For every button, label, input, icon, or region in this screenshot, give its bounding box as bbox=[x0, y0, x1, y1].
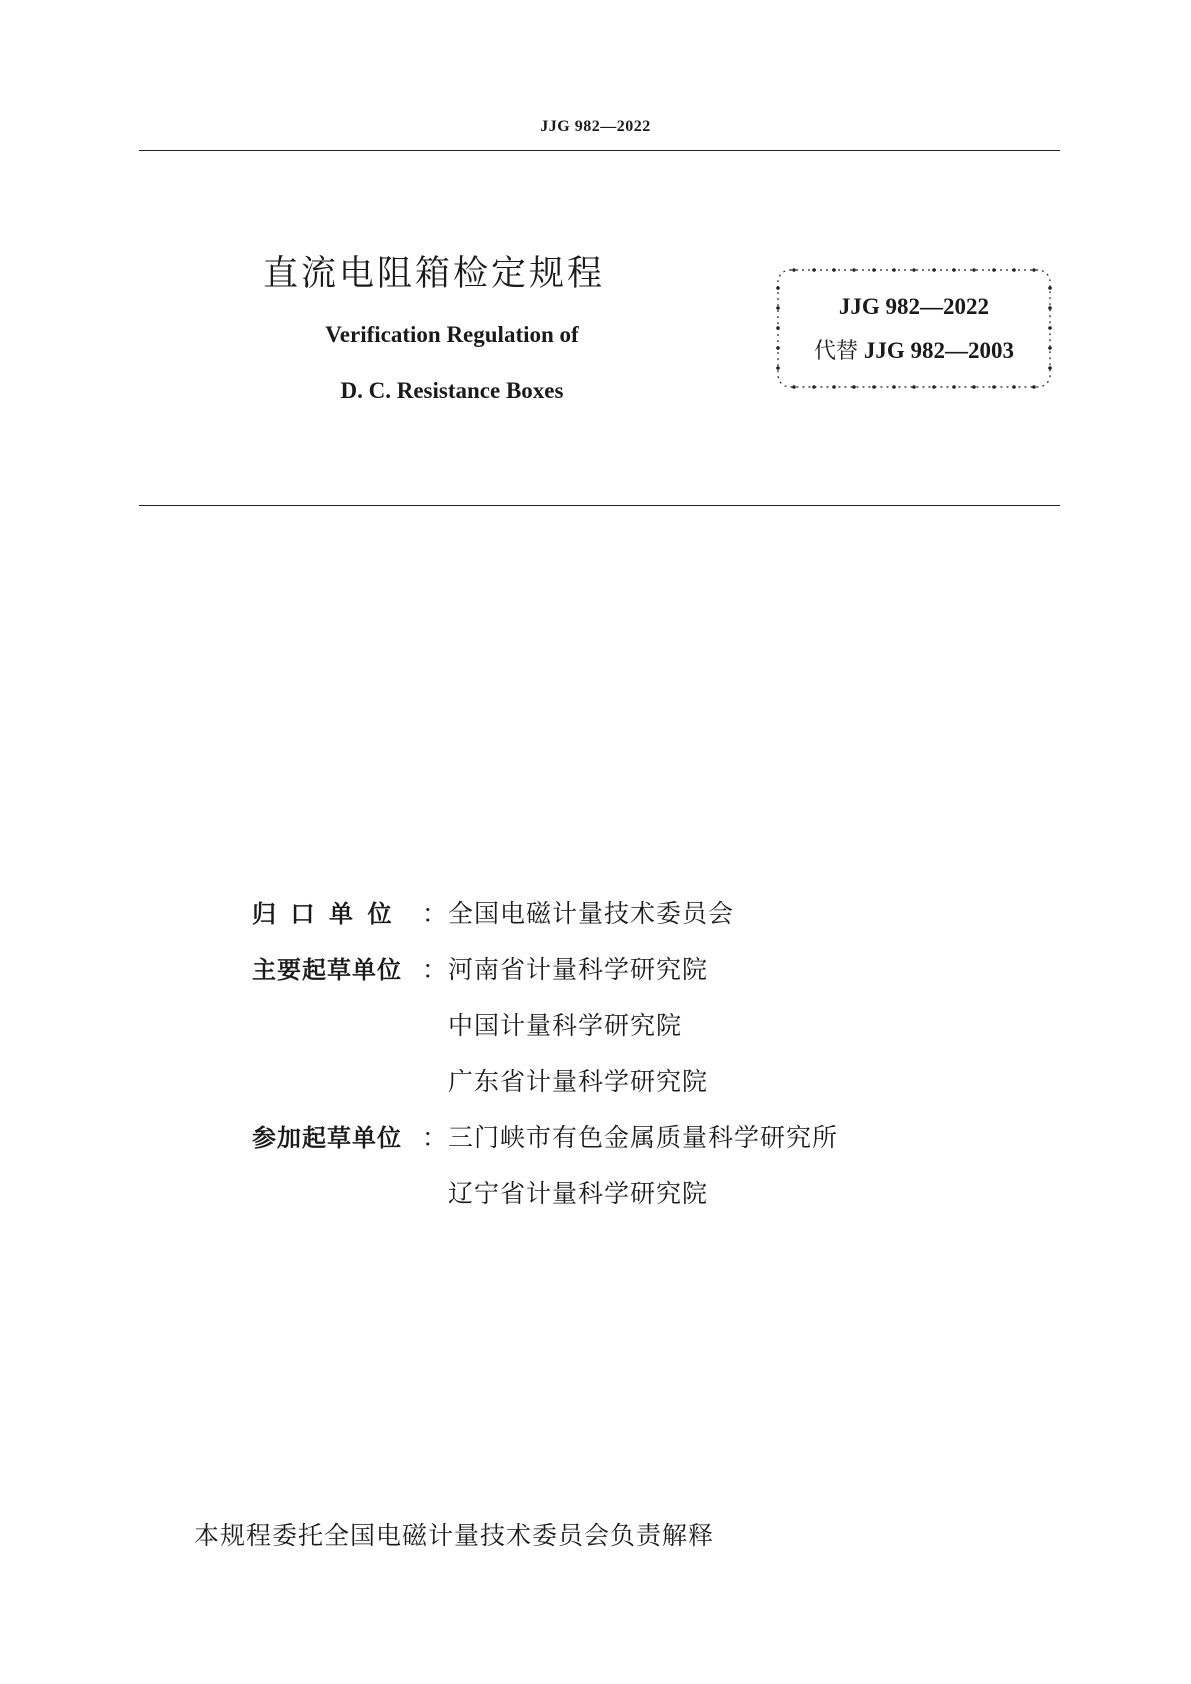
unit-value: ： 河南省计量科学研究院 bbox=[448, 950, 708, 986]
decorative-border-icon bbox=[774, 266, 1054, 391]
unit-value: 辽宁省计量科学研究院 bbox=[448, 1179, 709, 1208]
replaced-code: JJG 982—2003 bbox=[863, 338, 1014, 363]
unit-label: 主要起草单位 bbox=[252, 956, 402, 984]
unit-value: 中国计量科学研究院 bbox=[448, 1011, 683, 1040]
replaces-prefix: 代替 bbox=[814, 339, 859, 364]
title-chinese: 直流电阻箱检定规程 bbox=[263, 254, 606, 294]
standard-code: JJG 982—2022 bbox=[838, 294, 990, 319]
unit-label: 归口单位 bbox=[252, 900, 406, 928]
interpretation-note: 本规程委托全国电磁计量技术委员会负责解释 bbox=[194, 1521, 715, 1550]
standard-code-box bbox=[774, 266, 1054, 391]
replaces-line bbox=[774, 334, 1054, 365]
section-rule bbox=[139, 505, 1060, 506]
unit-value: 广东省计量科学研究院 bbox=[448, 1067, 709, 1096]
unit-value: ： 全国电磁计量技术委员会 bbox=[448, 894, 734, 930]
title-english-line-2: D. C. Resistance Boxes bbox=[340, 378, 564, 403]
title-english-line-1: Verification Regulation of bbox=[325, 322, 579, 347]
unit-label: 参加起草单位 bbox=[252, 1124, 402, 1152]
running-head: JJG 982—2022 bbox=[540, 118, 651, 135]
unit-value: ： 三门峡市有色金属质量科学研究所 bbox=[448, 1118, 838, 1154]
header-rule bbox=[139, 150, 1060, 151]
